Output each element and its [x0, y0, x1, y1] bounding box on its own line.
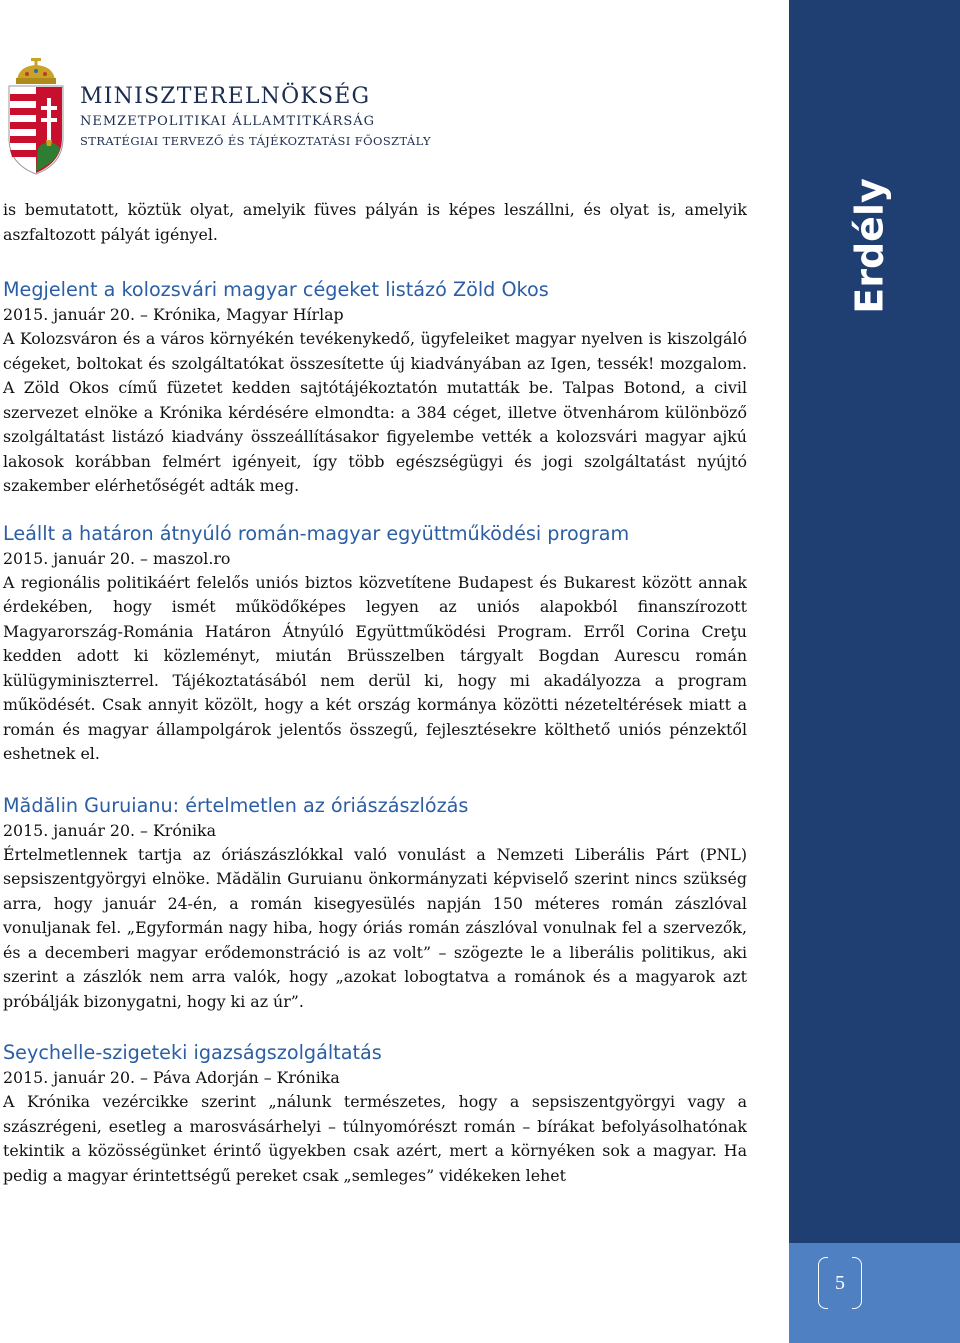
- page-number-bracket-left: [818, 1257, 828, 1309]
- page-number-text: 5: [835, 1271, 845, 1294]
- section-label-text: Erdély: [848, 178, 892, 314]
- article-body: [3, 198, 747, 1188]
- article-meta: 2015. január 20. – maszol.ro: [3, 548, 231, 568]
- page-number-bracket-right: [852, 1257, 862, 1309]
- article-text: A Krónika vezércikke szerint „nálunk természetes, hogy a sepsiszentgyörgyi vagy a szászrégeni, esetleg a marosvásárhelyi – túlnyomórészt román – bírákat befolyásolhatónak tekintik a közösségünket érintő ügyekben csak azért, mert a környéken sok a magyar. Ha pedig a magyar érintettségű pereket csak „semleges” vidékeken lehet: [3, 1092, 747, 1185]
- article-text: A Kolozsváron és a város környékén tevékenykedő, ügyfeleiket magyar nyelven is kiszolgáló cégeket, boltokat és szolgáltatókat összesítette új kiadványában az Igen, tessék! mozgalom. A Zöld Okos című füzetet kedden sajtótájékoztatón mutatták be. Talpas Botond, a civil szervezet elnöke a Krónika kérdésére elmondta: a 384 céget, illetve ötvenhárom különböző szolgáltatást listázó kiadvány összeállításakor figyelembe vették a kolozsvári magyar ajkú lakosok korábban felmért igényeit, így több egészségügyi és jogi szolgáltatást nyújtó szakember elérhetőségét adták meg.: [3, 329, 747, 495]
- organization-header: [80, 84, 431, 150]
- org-subtitle-2: STRATÉGIAI TERVEZŐ ÉS TÁJÉKOZTATÁSI FŐOSZTÁLY: [80, 134, 431, 148]
- section-label: [845, 176, 895, 316]
- article-title: Seychelle-szigeteki igazságszolgáltatás: [3, 1041, 382, 1064]
- org-subtitle-1: NEMZETPOLITIKAI ÁLLAMTITKÁRSÁG: [80, 114, 376, 129]
- org-title: MINISZTERELNÖKSÉG: [80, 84, 371, 109]
- page-number: [818, 1257, 862, 1309]
- article-meta: 2015. január 20. – Páva Adorján – Krónika: [3, 1068, 340, 1087]
- article-title: Leállt a határon átnyúló román-magyar együttműködési program: [3, 521, 630, 545]
- article-title: Mădălin Guruianu: értelmetlen az óriászászlózás: [3, 793, 469, 817]
- article-title: Megjelent a kolozsvári magyar cégeket listázó Zöld Okos: [3, 278, 549, 301]
- coat-of-arms-logo: [7, 58, 65, 176]
- article-meta: 2015. január 20. – Krónika, Magyar Hírlap: [3, 305, 344, 324]
- intro-paragraph: is bemutatott, köztük olyat, amelyik füves pályán is képes leszállni, és olyat is, amelyik aszfaltozott pályát igényel.: [3, 200, 747, 244]
- article-meta: 2015. január 20. – Krónika: [3, 820, 217, 840]
- article-text: A regionális politikáért felelős uniós biztos közvetítene Budapest és Bukarest között annak érdekében, hogy ismét működőképes legyen az uniós alapokból finanszírozott Magyarország-Románia Határon Átnyúló Együttműködési Program. Erről Corina Creţu kedden adott ki közleményt, miután Brüsszelben tárgyalt Bogdan Aurescu román külügyminiszterrel. Tájékoztatásából nem derül ki, hogy mi akadályozza a program működését. Csak annyit közölt, hogy a két ország kormánya közötti nézeteltérések miatt a román és magyar állampolgárok jelentős összegű, fejlesztésekre költhető uniós pénzektől eshetnek el.: [3, 572, 747, 763]
- article-text: Értelmetlennek tartja az óriászászlókkal való vonulást a Nemzeti Liberális Párt (PNL) sepsiszentgyörgyi elnöke. Mădălin Guruianu önkormányzati képviselő szerint nincs szükség arra, hogy január 24-én, a román kisegyesülés napján 150 méteres román zászlóval vonuljanak fel. „Egyformán nagy hiba, hogy óriás román zászlóval vonulnak fel a szervezők, és a decemberi magyar erődemonstráció is az volt” – szögezte le a liberális politikus, aki szerint a zászlók nem arra valók, hogy „azokat lobogtatva a románok és a magyarok azt próbálják bizonygatni, hogy ki az úr”.: [3, 844, 747, 1011]
- sidebar-footer-panel: [789, 1243, 960, 1343]
